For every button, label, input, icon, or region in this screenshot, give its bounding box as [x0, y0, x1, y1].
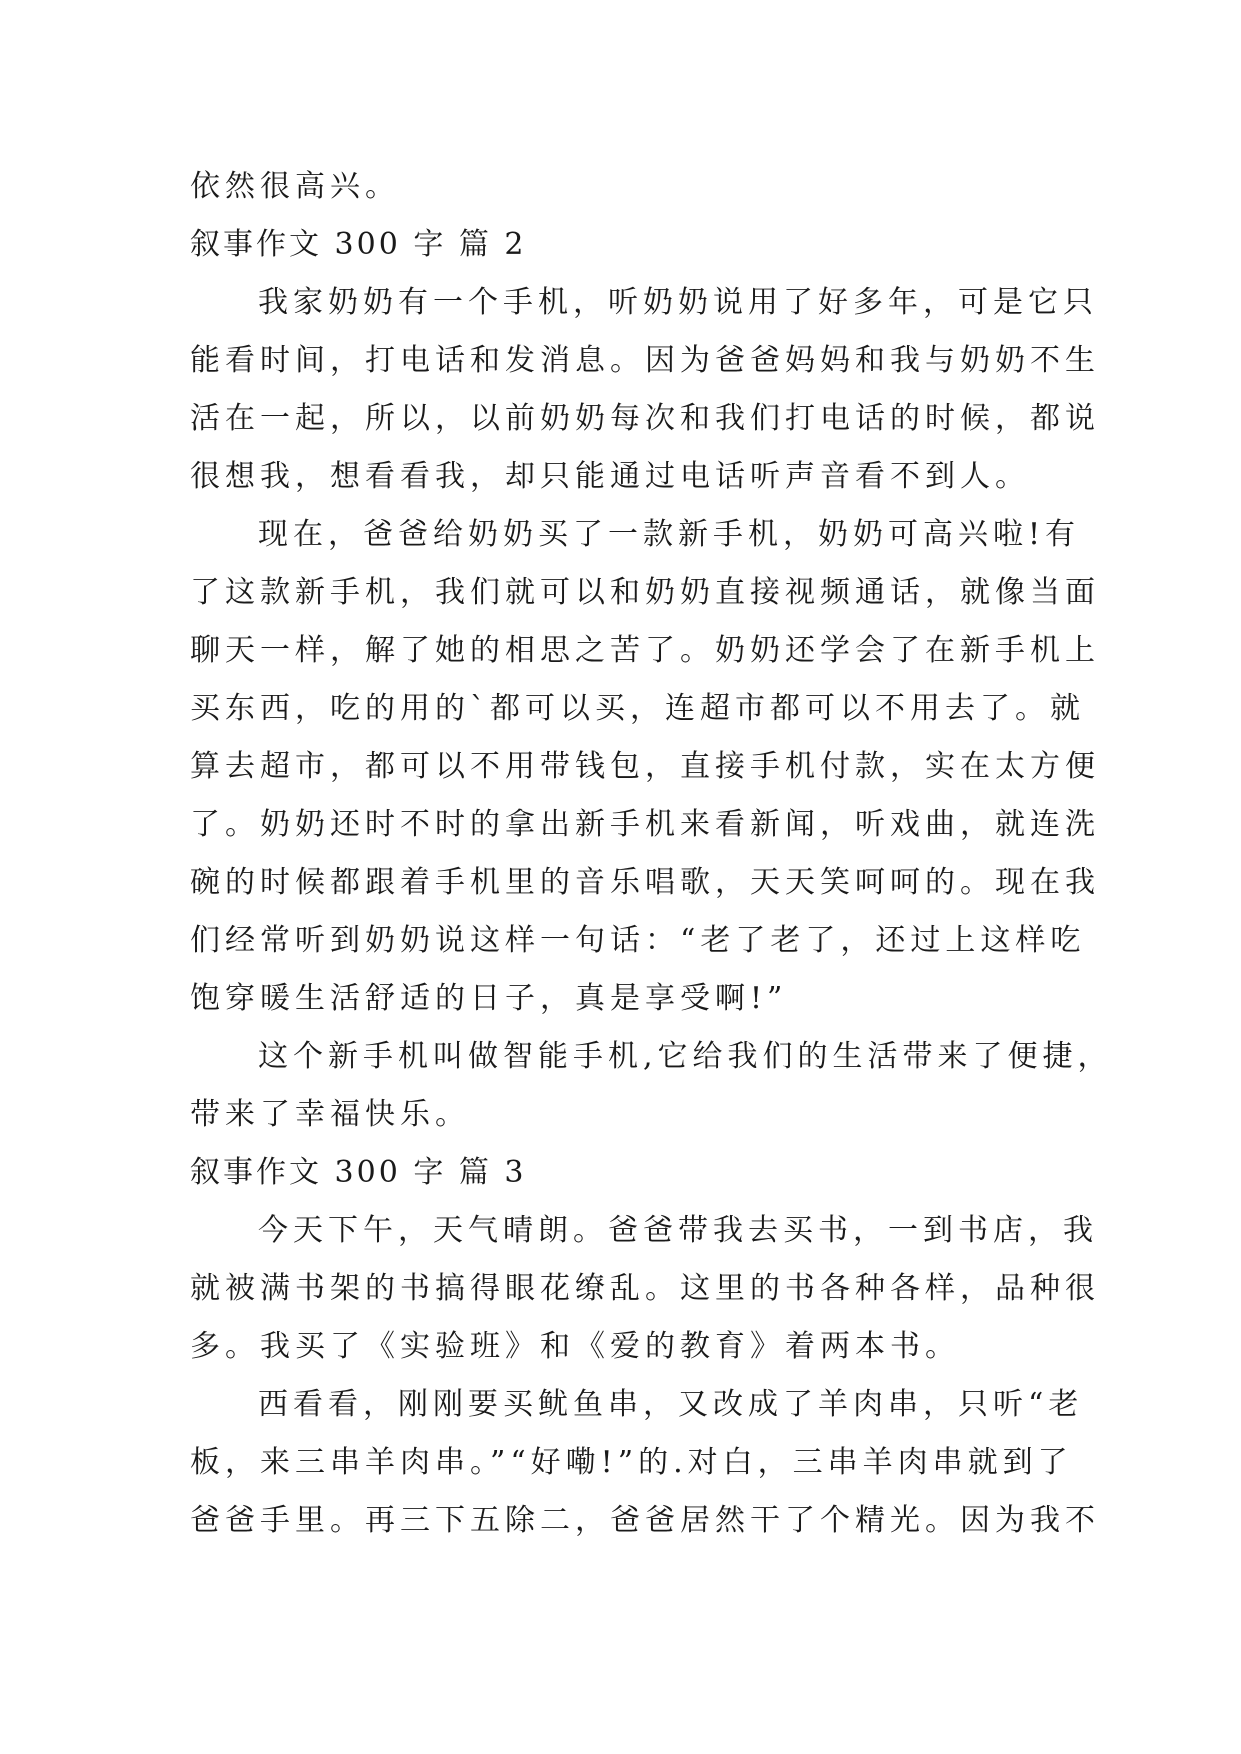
- section-heading-3: 叙事作文 300 字 篇 3: [190, 1155, 527, 1190]
- paragraph-line: 碗的时候都跟着手机里的音乐唱歌，天天笑呵呵的。现在我: [190, 865, 1100, 900]
- paragraph-line: 活在一起，所以，以前奶奶每次和我们打电话的时候，都说: [190, 401, 1100, 436]
- paragraph-line: 买东西，吃的用的`都可以买，连超市都可以不用去了。就: [190, 691, 1085, 726]
- paragraph-line: 这个新手机叫做智能手机,它给我们的生活带来了便捷，: [258, 1039, 1113, 1074]
- intro-line: 依然很高兴。: [190, 169, 400, 204]
- paragraph-line: 聊天一样，解了她的相思之苦了。奶奶还学会了在新手机上: [190, 633, 1100, 668]
- document-body: [190, 158, 1113, 1550]
- paragraph-line: 了这款新手机，我们就可以和奶奶直接视频通话，就像当面: [190, 575, 1100, 610]
- paragraph-line: 西看看，刚刚要买鱿鱼串，又改成了羊肉串，只听“老: [258, 1387, 1084, 1422]
- paragraph: [190, 274, 1100, 506]
- paragraph-line: 爸爸手里。再三下五除二，爸爸居然干了个精光。因为我不: [190, 1503, 1100, 1538]
- paragraph-line: 就被满书架的书搞得眼花缭乱。这里的书各种各样，品种很: [190, 1271, 1100, 1306]
- paragraph: [190, 1376, 1100, 1550]
- paragraph-line: 多。我买了《实验班》和《爱的教育》着两本书。: [190, 1329, 960, 1364]
- paragraph-line: 饱穿暖生活舒适的日子，真是享受啊!”: [190, 981, 788, 1016]
- paragraph: [190, 1028, 1113, 1144]
- paragraph-line: 今天下午，天气晴朗。爸爸带我去买书，一到书店，我: [258, 1213, 1098, 1248]
- paragraph: [190, 506, 1100, 1028]
- paragraph-line: 能看时间，打电话和发消息。因为爸爸妈妈和我与奶奶不生: [190, 343, 1100, 378]
- paragraph-line: 板，来三串羊肉串。”“好嘞!”的.对白，三串羊肉串就到了: [190, 1445, 1073, 1480]
- paragraph-line: 带来了幸福快乐。: [190, 1097, 470, 1132]
- paragraph-line: 很想我，想看看我，却只能通过电话听声音看不到人。: [190, 459, 1030, 494]
- paragraph-line: 我家奶奶有一个手机，听奶奶说用了好多年，可是它只: [258, 285, 1098, 320]
- paragraph: [190, 1202, 1100, 1376]
- paragraph-line: 现在，爸爸给奶奶买了一款新手机，奶奶可高兴啦!有: [258, 517, 1081, 552]
- paragraph-line: 了。奶奶还时不时的拿出新手机来看新闻，听戏曲，就连洗: [190, 807, 1100, 842]
- paragraph-line: 们经常听到奶奶说这样一句话：“老了老了，还过上这样吃: [190, 923, 1086, 958]
- paragraph-line: 算去超市，都可以不用带钱包，直接手机付款，实在太方便: [190, 749, 1100, 784]
- section-heading-2: 叙事作文 300 字 篇 2: [190, 227, 527, 262]
